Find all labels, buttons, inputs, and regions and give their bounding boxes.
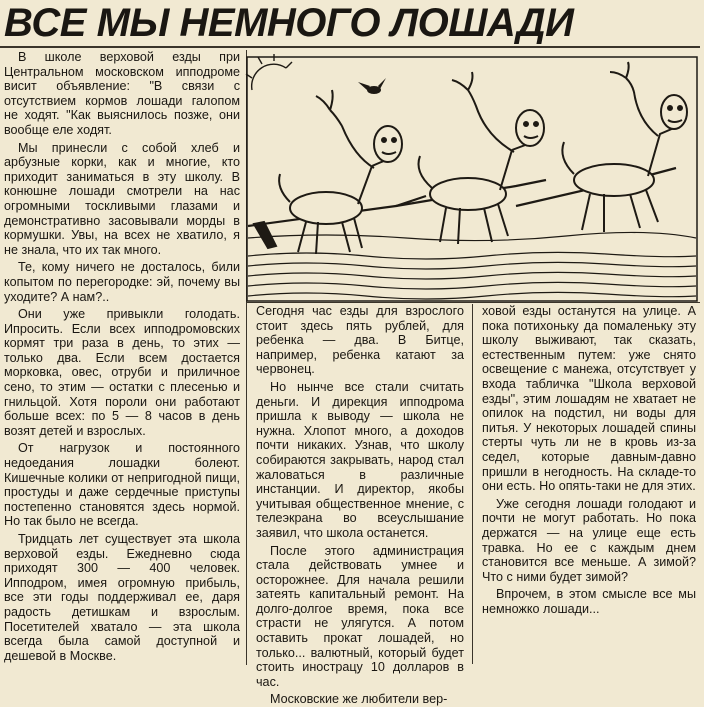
bird-icon [358, 78, 386, 94]
headline: ВСЕ МЫ НЕМНОГО ЛОШАДИ [4, 1, 574, 45]
column-divider [472, 304, 473, 664]
paragraph: Мы принесли с собой хлеб и арбузные корки, как и многие, кто приходит заниматься в эту школу. В конюшне лошади смотрели на нас огромными тоскливыми глазами и демонстративно засовывали морды в кормушки. Увы, на всех не хватило, я не знала, что их так много. [4, 140, 240, 257]
paragraph: Но нынче все стали считать деньги. И дирекция ипподрома пришла к выводу — школа не нужна. Хлопот много, а доходов почти никаких. Узнав, что школу собираются закрывать, народ стал жаловаться в различные инстанции. И директор, якобы учитывая общественное мнение, с телеэкрана во всеуслышание заявил, что школа останется. [256, 379, 464, 540]
sun-icon [246, 54, 292, 90]
paragraph: В школе верховой езды при Центральном московском ипподроме висит объявление: "В связи с отсутствием кормов лошади галопом не ходят. "Как выяснилось позже, они вообще еле ходят. [4, 50, 240, 137]
paragraph: Впрочем, в этом смысле все мы немножко лошади... [482, 587, 696, 616]
ploughed-field [248, 232, 696, 299]
horse-figure-1 [279, 90, 402, 254]
paragraph: Они уже привыкли голодать. Ипросить. Если всех ипподромовских кормят три раза в день, то этих — только два. Если всем достается морковка, овес, отруби и приличное сено, то этим — остатки с плесенью и гнильцой. Хотя пороли они работают больше всех: по 5 — 8 часов в день возят детей и взрослых. [4, 307, 240, 438]
paragraph: Московские же любители вер- [270, 692, 448, 707]
text-column-1 [4, 50, 240, 665]
paragraph: Тридцать лет существует эта школа верховой езды. Ежедневно сюда приходят 300 — 400 человек. Ипподром, имея огромную прибыль, все эти годы поддерживал ее, даря радость детишкам и взрослым. Посетителей хватало — эта школа всегда была самой доступной и дешевой в Москве. [4, 532, 240, 663]
text-column-3 [482, 304, 696, 664]
headline-divider [0, 46, 700, 48]
paragraph: Те, кому ничего не досталось, били копытом по перегородке: эй, почему вы уходите? А нам?.. [4, 260, 240, 304]
paragraph: ховой езды останутся на улице. А пока потихоньку да помаленьку эту школу выживают, так сказать, естественным путем: уже снято освещение с манежа, отсутствует у входа табличка "Школа верховой езды", этим лошадям не хватает не опилок на подстил, ни воды для питья. У некоторых лошадей спины стерты чуть ли не в кровь из-за седел, которые давным-давно пришли в негодность. На складе-то они есть. Но опять-таки не для этих. [482, 304, 696, 494]
plough-icon [254, 222, 276, 248]
illustration [246, 56, 698, 302]
illustration-bottom-rule [246, 302, 700, 303]
paragraph: От нагрузок и постоянного недоедания лошадки болеют. Кишечные колики от непригодной пищи, простуды и даже сердечные приступы постепенно становятся здесь нормой. Но так было не всегда. [4, 441, 240, 529]
paragraph: После этого администрация стала действовать умнее и осторожнее. Для начала решили затеять капитальный ремонт. На долго-долгое время, пока все страсти не улягутся. А потом оставить прокат лошадей, но только... валютный, который будет стоить инострацу 10 долларов в час. [256, 543, 464, 689]
paragraph: Сегодня час езды для взрослого стоит здесь пять рублей, для ребенка — два. В Битце, например, ребенка катают за червонец. [256, 304, 464, 377]
horse-figure-2 [419, 72, 545, 244]
paragraph: Уже сегодня лошади голодают и почти не могут работать. Но пока держатся — на улице еще есть травка. Но ее с каждым днем становится все меньше. А зимой? Что с ними будет зимой? [482, 496, 696, 584]
text-column-2 [256, 304, 464, 707]
horse-figure-3 [562, 62, 687, 232]
